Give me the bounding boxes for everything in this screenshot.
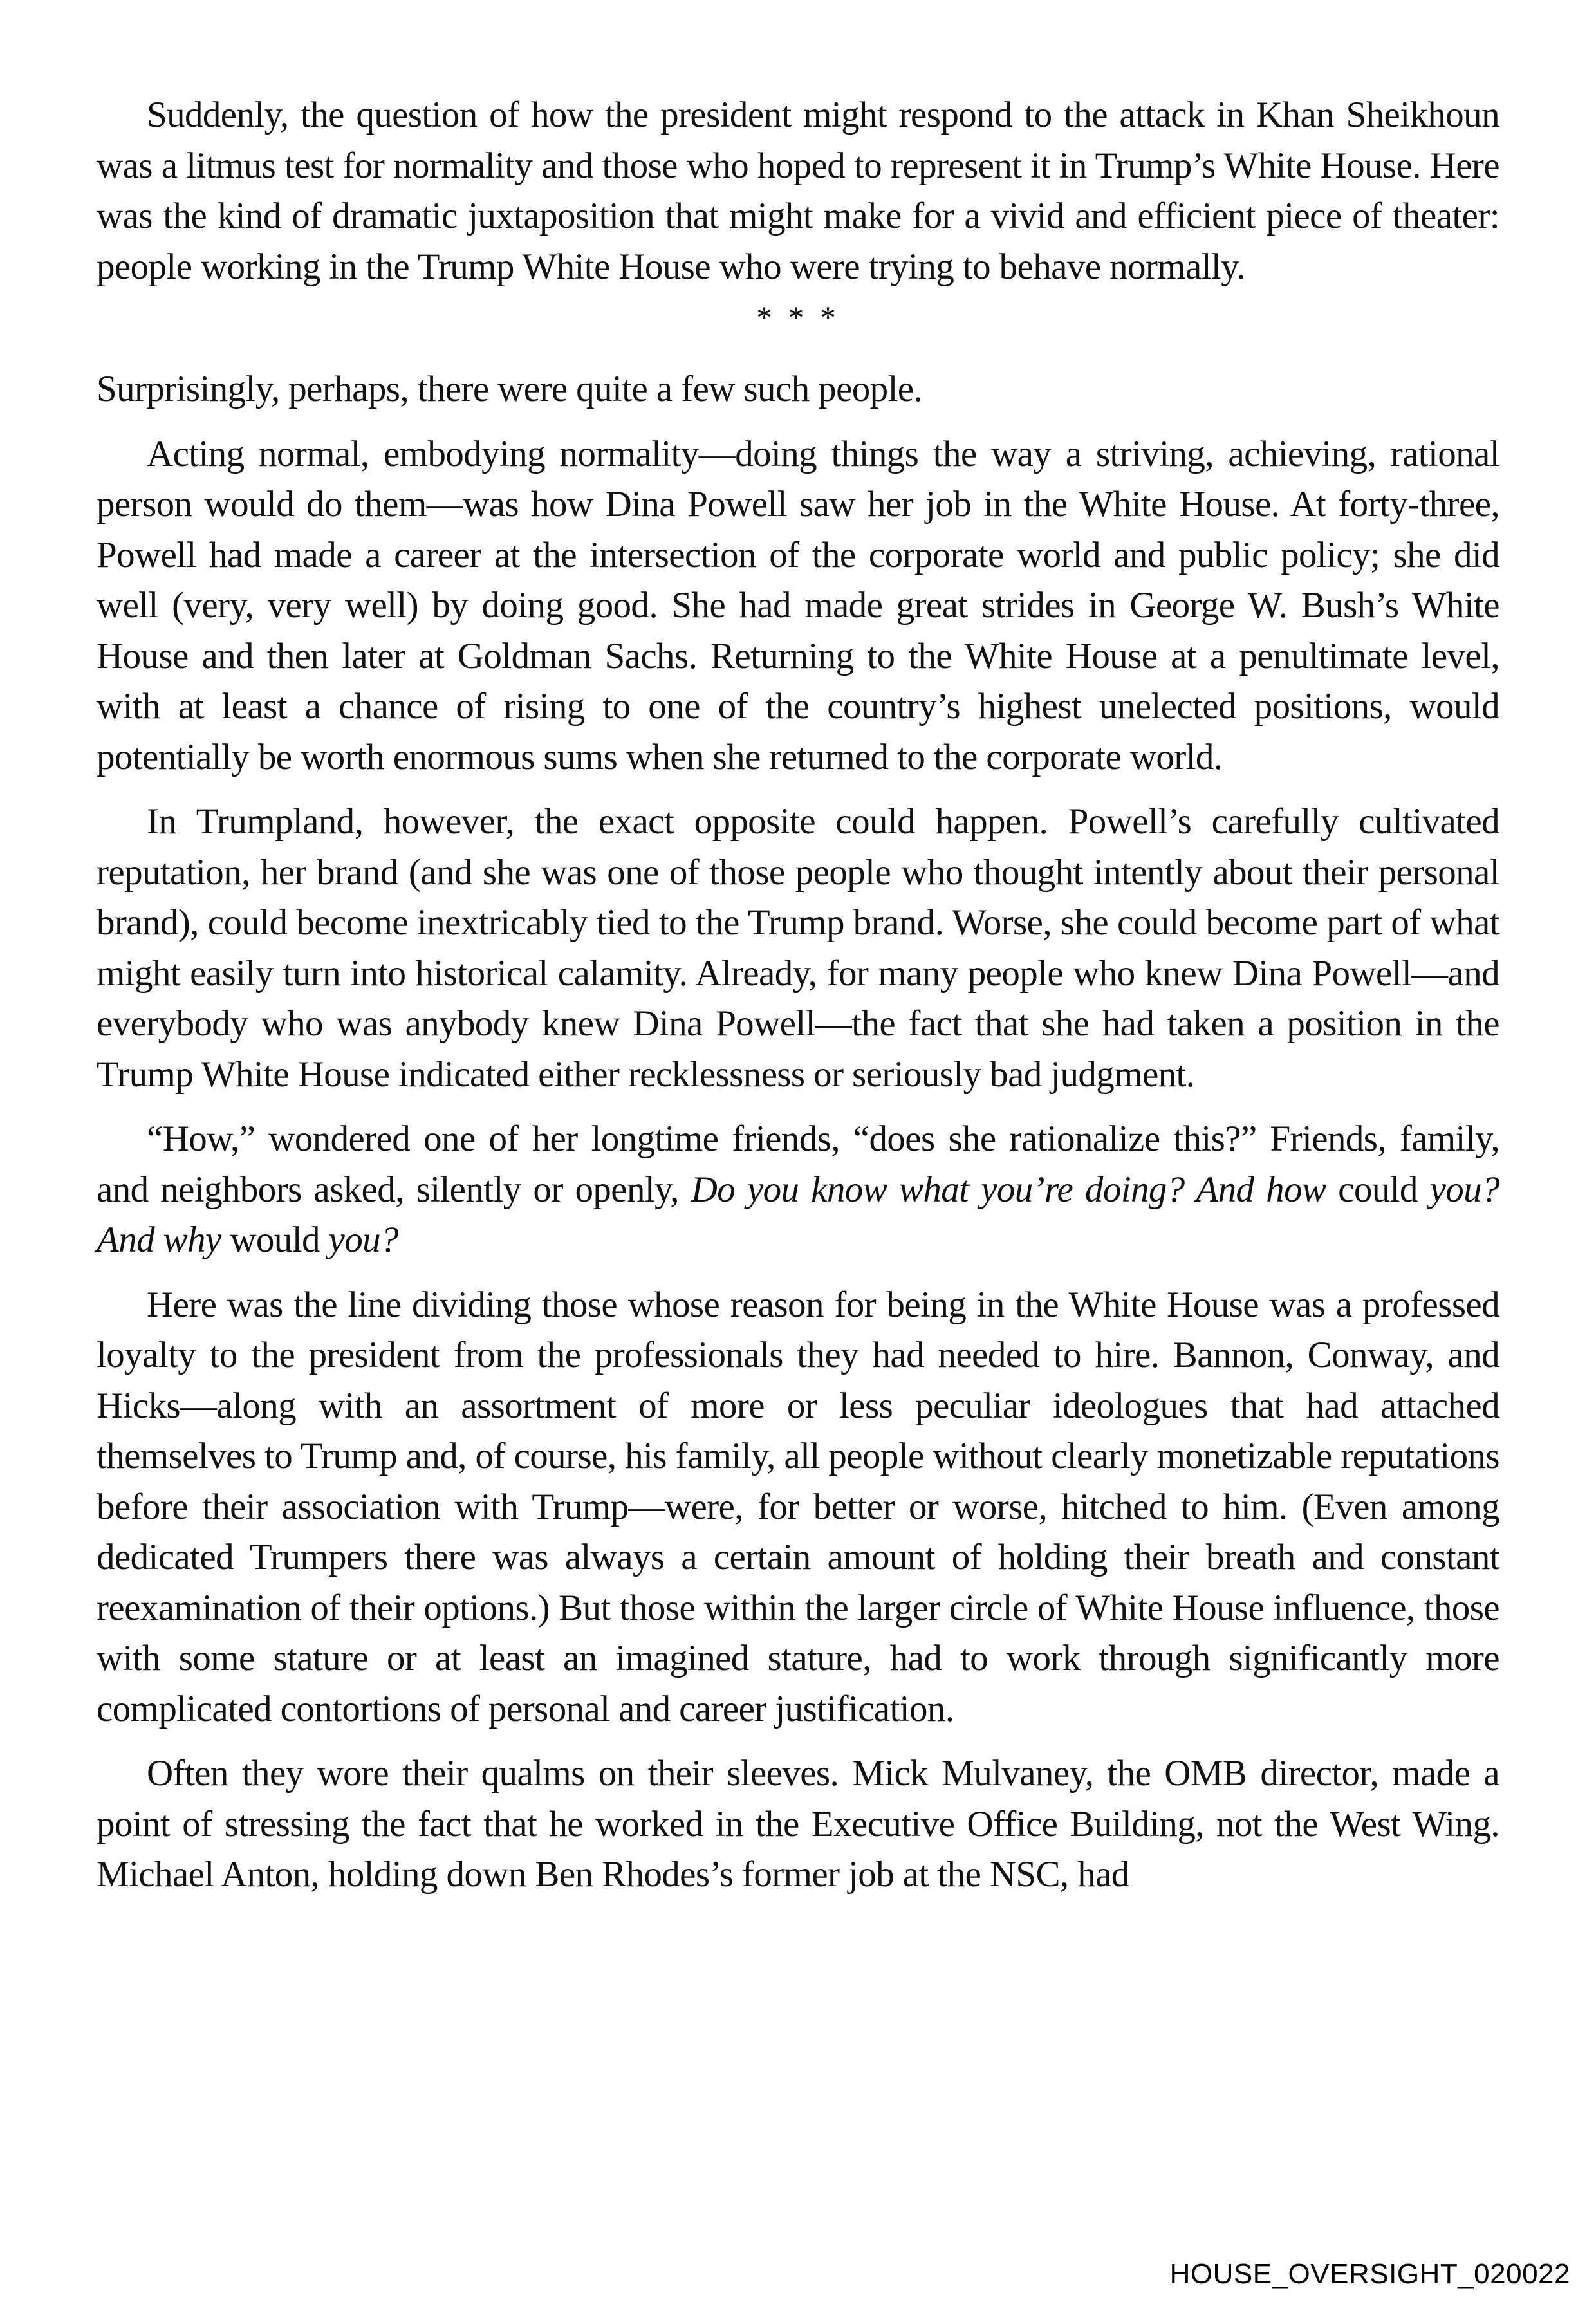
paragraph: In Trumpland, however, the exact opposite could happen. Powell’s carefully cultivated reputation, her brand (and she was one of those people who thought intently about their personal brand), could become inextricably tied to the Trump brand. Worse, she could become part of what might easily turn into historical calamity. Already, for many people who knew Dina Powell—and everybody who was anybody knew Dina Powell—the fact that she had taken a position in the Trump White House indicated either recklessness or seriously bad judgment. <box>97 801 1499 1095</box>
text-span: could <box>1326 1169 1430 1210</box>
document-body <box>97 90 1499 1915</box>
text-span: “How,” wondered one of her longtime friends, “does she rationalize this?” Friends, family, and neighbors asked, silently or openly, <box>97 1119 1499 1210</box>
text-span: would <box>221 1220 329 1260</box>
paragraph: Often they wore their qualms on their sleeves. Mick Mulvaney, the OMB director, made a point of stressing the fact that he worked in the Executive Office Building, not the West Wing. Michael Anton, holding down Ben Rhodes’s former job at the NSC, had <box>97 1753 1499 1895</box>
italic-text-span: you? And why <box>97 1169 1499 1260</box>
section-divider: * * * <box>756 299 840 335</box>
italic-text-span: you? <box>328 1220 398 1260</box>
paragraph: Suddenly, the question of how the president might respond to the attack in Khan Sheikhoun was a litmus test for normality and those who hoped to represent it in Trump’s White House. Here was the kind of dramatic juxtaposition that might make for a vivid and efficient piece of theater: people working in the Trump White House who were trying to behave normally. <box>97 95 1499 287</box>
paragraph: Here was the line dividing those whose reason for being in the White House was a professed loyalty to the president from the professionals they had needed to hire. Bannon, Conway, and Hicks—along with an assortment of more or less peculiar ideologues that had attached themselves to Trump and, of course, his family, all people without clearly monetizable reputations before their association with Trump—were, for better or worse, hitched to him. (Even among dedicated Trumpers there was always a certain amount of holding their breath and constant reexamination of their options.) But those within the larger circle of White House influence, those with some stature or at least an imagined stature, had to work through significantly more complicated contortions of personal and career justification. <box>97 1284 1499 1729</box>
paragraph: Acting normal, embodying normality—doing things the way a striving, achieving, rational person would do them—was how Dina Powell saw her job in the White House. At forty-three, Powell had made a career at the intersection of the corporate world and public policy; she did well (very, very well) by doing good. She had made great strides in George W. Bush’s White House and then later at Goldman Sachs. Returning to the White House at a penultimate level, with at least a chance of rising to one of the country’s highest unelected positions, would potentially be worth enormous sums when she returned to the corporate world. <box>97 433 1499 777</box>
italic-text-span: Do you know what you’re doing? And how <box>691 1169 1326 1210</box>
paragraph: Surprisingly, perhaps, there were quite a few such people. <box>97 369 923 409</box>
paragraph-with-italics <box>97 1114 1499 1266</box>
bates-number: HOUSE_OVERSIGHT_020022 <box>1169 2258 1570 2290</box>
